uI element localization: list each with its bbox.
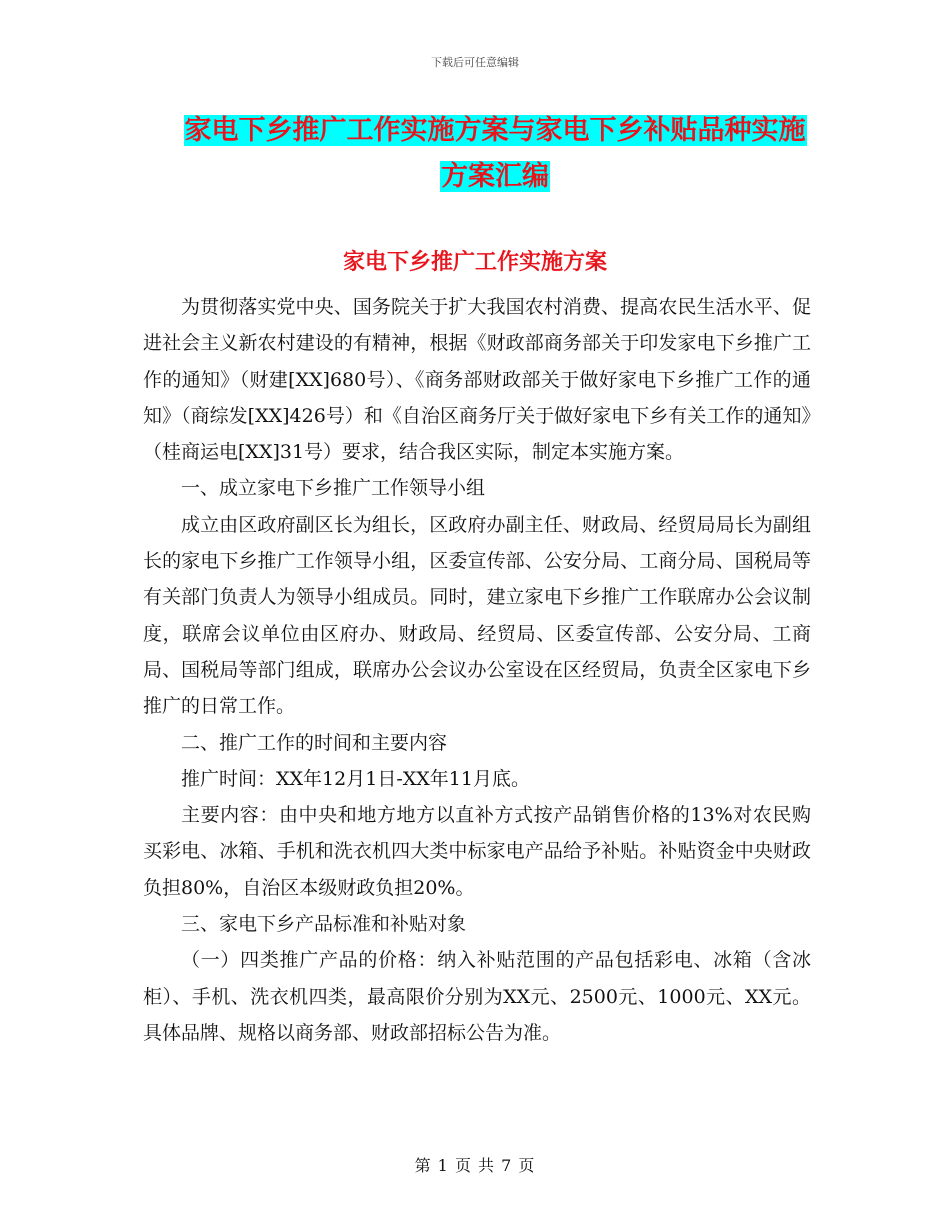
paragraph: 主要内容：由中央和地方地方以直补方式按产品销售价格的13%对农民购买彩电、冰箱、手机和洗衣机四大类中标家电产品给予补贴。补贴资金中央财政负担80%，自治区本级财政负担20%。	[143, 804, 811, 899]
section-heading: 一、成立家电下乡推广工作领导小组	[181, 477, 486, 500]
section-title: 家电下乡推广工作实施方案	[342, 249, 607, 275]
header-note: 下载后可任意编辑	[431, 56, 519, 69]
page-number-footer: 第 1 页 共 7 页	[414, 1156, 536, 1175]
paragraph: 推广时间：XX年12月1日-XX年11月底。	[181, 767, 530, 790]
title-line-2: 方案汇编	[441, 161, 549, 192]
paragraph: （一）四类推广产品的价格：纳入补贴范围的产品包括彩电、冰箱（含冰柜）、手机、洗衣机四类，最高限价分别为XX元、2500元、1000元、XX元。具体品牌、规格以商务部、财政部招标公告为准。	[143, 949, 811, 1044]
paragraph: 为贯彻落实党中央、国务院关于扩大我国农村消费、提高农民生活水平、促进社会主义新农村建设的有精神，根据《财政部商务部关于印发家电下乡推广工作的通知》（财建[XX]680号）、《商务部财政部关于做好家电下乡推广工作的通知》（商综发[XX]426号）和《自治区商务厅关于做好家电下乡有关工作的通知》（桂商运电[XX]31号）要求，结合我区实际，制定本实施方案。	[143, 296, 811, 464]
paragraph: 成立由区政府副区长为组长，区政府办副主任、财政局、经贸局局长为副组长的家电下乡推广工作领导小组，区委宣传部、公安分局、工商分局、国税局等有关部门负责人为领导小组成员。同时，建立家电下乡推广工作联席办公会议制度，联席会议单位由区府办、财政局、经贸局、区委宣传部、公安分局、工商局、国税局等部门组成，联席办公会议办公室设在区经贸局，负责全区家电下乡推广的日常工作。	[143, 513, 811, 718]
section-heading: 三、家电下乡产品标准和补贴对象	[181, 913, 467, 936]
document-body	[143, 289, 811, 1051]
section-heading: 二、推广工作的时间和主要内容	[181, 731, 448, 754]
title-line-1: 家电下乡推广工作实施方案与家电下乡补贴品种实施	[184, 115, 806, 146]
document-title	[160, 108, 830, 200]
